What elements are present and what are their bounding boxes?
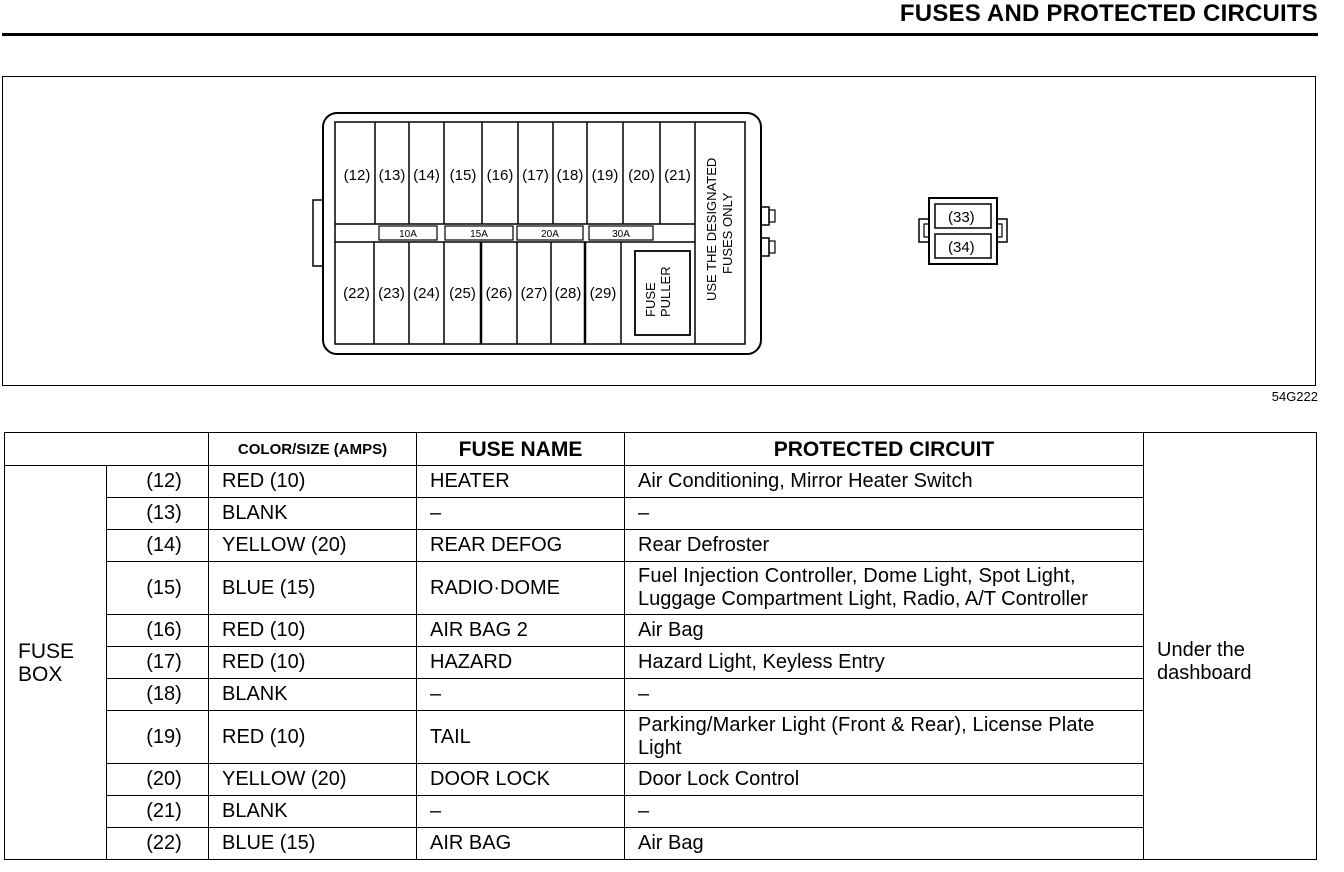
lower-fuse-7: (29) bbox=[589, 285, 617, 302]
notice-line-1: USE THE DESIGNATED bbox=[704, 157, 719, 301]
cell-num: (12) bbox=[107, 466, 209, 498]
upper-fuse-row bbox=[344, 122, 691, 224]
upper-fuse-8: (20) bbox=[628, 167, 655, 184]
circuit-line: Air Conditioning, Mirror Heater Switch bbox=[638, 470, 973, 492]
cell-circuit bbox=[625, 679, 1144, 711]
cell-circuit bbox=[625, 530, 1144, 562]
cell-circuit bbox=[625, 711, 1144, 764]
cell-num: (13) bbox=[107, 498, 209, 530]
upper-fuse-9: (21) bbox=[664, 167, 691, 184]
cell-circuit bbox=[625, 562, 1144, 615]
fuse-puller-label-1: FUSE bbox=[643, 282, 658, 317]
fuse-box-group-label bbox=[5, 466, 107, 860]
spare-fuse-2: 20A bbox=[541, 229, 559, 240]
circuit-line: Hazard Light, Keyless Entry bbox=[638, 651, 885, 673]
circuit-line: Parking/Marker Light (Front & Rear), License Plate bbox=[638, 714, 1095, 736]
title-rule bbox=[2, 33, 1318, 36]
cell-name: – bbox=[417, 679, 625, 711]
cell-color: RED (10) bbox=[209, 615, 417, 647]
fuse-box-right-clip-bottom bbox=[761, 238, 769, 256]
circuit-line: Rear Defroster bbox=[638, 534, 770, 556]
cell-name: – bbox=[417, 498, 625, 530]
group-label-line: BOX bbox=[18, 662, 63, 686]
circuit-line: – bbox=[638, 800, 650, 822]
relay-fuse-holder bbox=[919, 198, 1007, 264]
upper-fuse-1: (13) bbox=[378, 167, 406, 184]
table-row bbox=[5, 498, 1317, 530]
fuse-34-label: (34) bbox=[948, 239, 975, 256]
circuit-line: Door Lock Control bbox=[638, 768, 800, 790]
cell-name: TAIL bbox=[417, 711, 625, 764]
cell-color: BLANK bbox=[209, 679, 417, 711]
header-protected-circuit: PROTECTED CIRCUIT bbox=[625, 433, 1144, 466]
fuse-box-diagram-frame bbox=[2, 76, 1316, 386]
cell-num: (16) bbox=[107, 615, 209, 647]
lower-fuse-3: (25) bbox=[449, 285, 476, 302]
lower-fuse-row bbox=[343, 242, 621, 344]
notice-line-2: FUSES ONLY bbox=[720, 192, 735, 274]
cell-name: AIR BAG bbox=[417, 828, 625, 860]
cell-color: RED (10) bbox=[209, 466, 417, 498]
cell-circuit bbox=[625, 764, 1144, 796]
cell-num: (15) bbox=[107, 562, 209, 615]
lower-fuse-2: (24) bbox=[413, 285, 440, 302]
cell-num: (20) bbox=[107, 764, 209, 796]
upper-fuse-6: (18) bbox=[556, 167, 584, 184]
lower-fuse-0: (22) bbox=[343, 285, 370, 302]
upper-fuse-0: (12) bbox=[343, 167, 371, 184]
location-line: Under the bbox=[1157, 639, 1245, 662]
table-row bbox=[5, 711, 1317, 764]
circuit-line: – bbox=[638, 683, 650, 705]
cell-circuit bbox=[625, 647, 1144, 679]
spare-fuse-1: 15A bbox=[470, 229, 488, 240]
header-color-size: COLOR/SIZE (AMPS) bbox=[209, 433, 417, 466]
location-line: dashboard bbox=[1157, 662, 1252, 685]
cell-color: BLUE (15) bbox=[209, 828, 417, 860]
cell-name: HEATER bbox=[417, 466, 625, 498]
cell-circuit bbox=[625, 615, 1144, 647]
fuse-33-label: (33) bbox=[948, 209, 975, 226]
cell-name: RADIO·DOME bbox=[417, 562, 625, 615]
cell-name: HAZARD bbox=[417, 647, 625, 679]
header-empty-cell bbox=[5, 433, 209, 466]
cell-num: (22) bbox=[107, 828, 209, 860]
header-location-empty bbox=[1144, 433, 1317, 466]
cell-color: BLANK bbox=[209, 498, 417, 530]
circuit-line: – bbox=[638, 502, 650, 524]
fuse-box-inner bbox=[335, 122, 745, 344]
circuit-line: Air Bag bbox=[638, 832, 704, 854]
table-row bbox=[5, 828, 1317, 860]
cell-num: (18) bbox=[107, 679, 209, 711]
figure-code: 54G222 bbox=[1271, 389, 1318, 404]
fuse-box-left-tab bbox=[313, 200, 323, 266]
group-label-line: FUSE bbox=[18, 639, 75, 663]
fuse-puller-label-2: PULLER bbox=[658, 266, 673, 317]
spare-fuse-row bbox=[379, 226, 653, 240]
table-row bbox=[5, 764, 1317, 796]
location-cell bbox=[1144, 466, 1317, 860]
cell-circuit bbox=[625, 498, 1144, 530]
page-title: FUSES AND PROTECTED CIRCUITS bbox=[899, 0, 1318, 27]
upper-fuse-4: (16) bbox=[486, 167, 514, 184]
cell-num: (17) bbox=[107, 647, 209, 679]
fuse-table bbox=[4, 432, 1317, 860]
upper-fuse-5: (17) bbox=[522, 167, 549, 184]
circuit-line: Air Bag bbox=[638, 619, 704, 641]
upper-fuse-2: (14) bbox=[413, 167, 440, 184]
circuit-line: Luggage Compartment Light, Radio, A/T Controller bbox=[638, 588, 1088, 610]
table-row bbox=[5, 796, 1317, 828]
table-row bbox=[5, 615, 1317, 647]
cell-num: (14) bbox=[107, 530, 209, 562]
cell-name: – bbox=[417, 796, 625, 828]
cell-color: BLANK bbox=[209, 796, 417, 828]
table-row bbox=[5, 562, 1317, 615]
spare-fuse-3: 30A bbox=[612, 229, 630, 240]
cell-color: YELLOW (20) bbox=[209, 530, 417, 562]
fuse-box-diagram bbox=[3, 77, 1315, 385]
cell-color: RED (10) bbox=[209, 647, 417, 679]
cell-num: (19) bbox=[107, 711, 209, 764]
cell-name: REAR DEFOG bbox=[417, 530, 625, 562]
cell-circuit bbox=[625, 796, 1144, 828]
lower-fuse-4: (26) bbox=[485, 285, 513, 302]
circuit-line: Fuel Injection Controller, Dome Light, Spot Light, bbox=[638, 565, 1076, 587]
table-row bbox=[5, 466, 1317, 498]
fuse-box-right-clip-top bbox=[761, 207, 769, 225]
cell-circuit bbox=[625, 466, 1144, 498]
spare-fuse-0: 10A bbox=[399, 229, 417, 240]
upper-fuse-3: (15) bbox=[449, 167, 477, 184]
cell-color: YELLOW (20) bbox=[209, 764, 417, 796]
upper-fuse-7: (19) bbox=[591, 167, 619, 184]
header-fuse-name: FUSE NAME bbox=[417, 433, 625, 466]
cell-color: BLUE (15) bbox=[209, 562, 417, 615]
lower-fuse-6: (28) bbox=[554, 285, 582, 302]
table-row bbox=[5, 679, 1317, 711]
cell-color: RED (10) bbox=[209, 711, 417, 764]
fuse-table-body bbox=[5, 466, 1317, 860]
lower-fuse-1: (23) bbox=[378, 285, 405, 302]
lower-fuse-5: (27) bbox=[520, 285, 548, 302]
cell-num: (21) bbox=[107, 796, 209, 828]
table-row bbox=[5, 647, 1317, 679]
circuit-line: Light bbox=[638, 737, 682, 759]
cell-circuit bbox=[625, 828, 1144, 860]
cell-name: DOOR LOCK bbox=[417, 764, 625, 796]
table-row bbox=[5, 530, 1317, 562]
cell-name: AIR BAG 2 bbox=[417, 615, 625, 647]
